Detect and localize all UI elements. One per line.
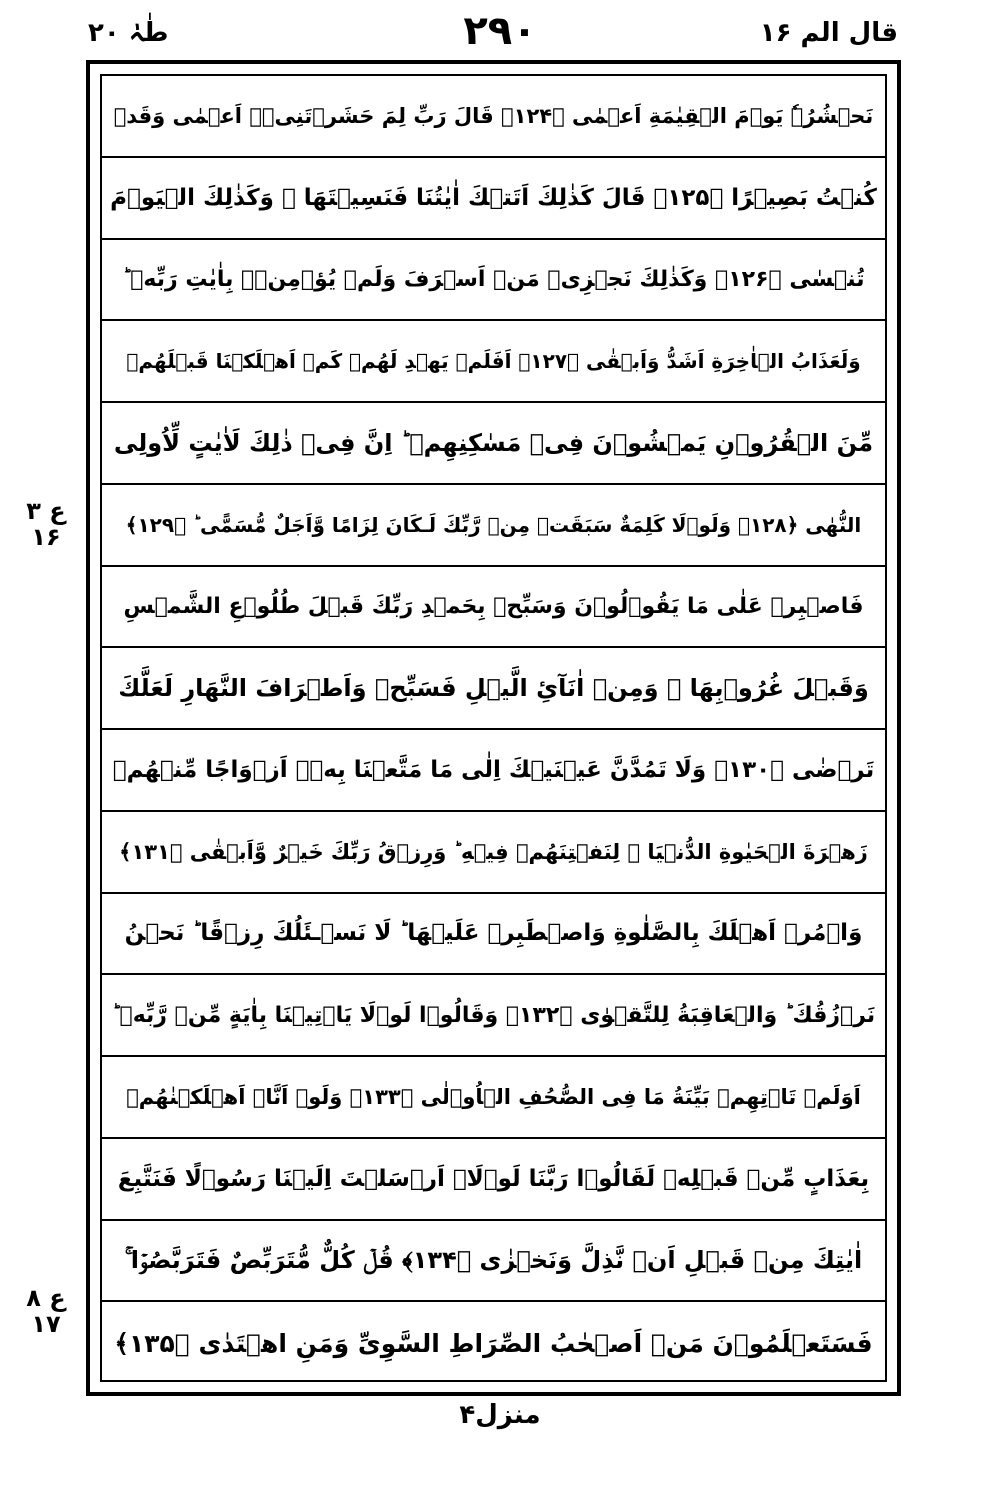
verse-text: فَاصۡبِرۡ عَلٰى مَا يَقُوۡلُوۡنَ وَسَبِّحۡ بِحَمۡدِ رَبِّكَ قَبۡلَ طُلُوۡعِ الشَّمۡسِ — [123, 593, 864, 619]
verse-text: وَلَعَذَابُ الۡاٰخِرَةِ اَشَدُّ وَاَبۡقٰى ﴿۱۲۷﴾ اَفَلَمۡ يَهۡدِ لَهُمۡ كَمۡ اَهۡلَكۡنَا قَبۡلَهُمۡ — [126, 349, 861, 374]
text-line — [100, 975, 887, 1057]
text-line — [100, 648, 887, 730]
text-line — [100, 240, 887, 322]
juz-name: قال الم ۱۶ — [759, 18, 898, 48]
text-line — [100, 1302, 887, 1384]
text-line — [100, 403, 887, 485]
ruku-marker-3 — [24, 498, 68, 551]
ruku-marker-8 — [24, 1285, 68, 1338]
verse-text: مِّنَ الۡقُرُوۡنِ يَمۡشُوۡنَ فِىۡ مَسٰكِنِهِمۡ ؕ اِنَّ فِىۡ ذٰلِكَ لَاٰيٰتٍ لِّاُولِى — [113, 428, 874, 457]
verse-text: اٰيٰتِكَ مِنۡ قَبۡلِ اَنۡ نَّذِلَّ وَنَخۡزٰى ﴿۱۳۴﴾ قُلۡ كُلٌّ مُّتَرَبِّصٌ فَتَرَبَّصُوۡا ۚ — [124, 1246, 863, 1275]
manzil-label: منزل۴ — [459, 1400, 541, 1430]
text-line — [100, 1057, 887, 1139]
verse-text: فَسَتَعۡلَمُوۡنَ مَنۡ اَصۡحٰبُ الصِّرَاطِ السَّوِىِّ وَمَنِ اهۡتَدٰى ﴿۱۳۵﴾ — [114, 1328, 873, 1358]
ruku-marker-label: ع ۸ — [26, 1284, 66, 1312]
verse-text: وَاۡمُرۡ اَهۡلَكَ بِالصَّلٰوةِ وَاصۡطَبِرۡ عَلَيۡهَا ؕ لَا نَسۡـئَلُكَ رِزۡقًا ؕ نَحۡنُ — [124, 920, 863, 947]
verse-text: اَوَلَمۡ تَاۡتِهِمۡ بَيِّنَةُ مَا فِى الصُّحُفِ الۡاُوۡلٰى ﴿۱۳۳﴾ وَلَوۡ اَنَّاۤ اَهۡلَكۡنٰهُمۡ — [126, 1084, 861, 1109]
text-line — [100, 158, 887, 240]
text-line — [100, 812, 887, 894]
text-line — [100, 567, 887, 649]
verse-text: كُنۡتُ بَصِيۡرًا ﴿۱۲۵﴾ قَالَ كَذٰلِكَ اَتَتۡكَ اٰيٰتُنَا فَنَسِيۡتَهَا ۚ وَكَذٰلِكَ الۡيَوۡمَ — [110, 184, 877, 211]
verse-text: نَرۡزُقُكَ ؕ وَالۡعَاقِبَةُ لِلتَّقۡوٰى ﴿۱۳۲﴾ وَقَالُوۡا لَوۡلَا يَاۡتِيۡنَا بِاٰيَةٍ مِّنۡ رَّبِّهٖ ؕ — [111, 1002, 876, 1028]
verse-text: وَقَبۡلَ غُرُوۡبِهَا ۚ وَمِنۡ اٰنَآئِ الَّيۡلِ فَسَبِّحۡ وَاَطۡرَافَ النَّهَارِ لَعَلَّكَ — [118, 674, 869, 703]
verse-text: بِعَذَابٍ مِّنۡ قَبۡلِهٖ لَقَالُوۡا رَبَّنَا لَوۡلَاۤ اَرۡسَلۡتَ اِلَيۡنَا رَسُوۡلًا فَنَتَّبِعَ — [117, 1165, 870, 1192]
surah-name: طٰہٰ ۲۰ — [88, 18, 169, 48]
ruku-marker-count: ۱۷ — [31, 1310, 61, 1339]
text-line — [100, 321, 887, 403]
text-line — [100, 76, 887, 158]
ruku-marker-label: ع ۳ — [26, 497, 66, 525]
verse-text: تُنۡسٰى ﴿۱۲۶﴾ وَكَذٰلِكَ نَجۡزِىۡ مَنۡ اَسۡرَفَ وَلَمۡ يُؤۡمِنۡۢ بِاٰيٰتِ رَبِّهٖ ؕ — [122, 266, 865, 292]
text-line — [100, 1139, 887, 1221]
verse-text: نَحۡشُرُہٗ يَوۡمَ الۡقِيٰمَةِ اَعۡمٰى ﴿۱۲۴﴾ قَالَ رَبِّ لِمَ حَشَرۡتَنِىۡۤ اَعۡمٰى وَقَدۡ — [113, 103, 874, 128]
ruku-marker-count: ۱۶ — [31, 523, 61, 552]
verse-text: النُّهٰى ﴿۱۲۸﴾ وَلَوۡلَا كَلِمَةٌ سَبَقَتۡ مِنۡ رَّبِّكَ لَـكَانَ لِزَامًا وَّاَجَلٌ مُّسَمًّى ؕ ﴿۱۲۹﴾ — [125, 512, 862, 537]
page-number: ۲۹۰ — [463, 8, 537, 54]
text-line — [100, 485, 887, 567]
verse-text: تَرۡضٰى ﴿۱۳۰﴾ وَلَا تَمُدَّنَّ عَيۡنَيۡكَ اِلٰى مَا مَتَّعۡنَا بِهٖۤ اَزۡوَاجًا مِّنۡهُمۡ — [112, 756, 875, 783]
verse-text: زَهۡرَةَ الۡحَيٰوةِ الدُّنۡيَا ۙ لِنَفۡتِنَهُمۡ فِيۡهِ ؕ وَرِزۡقُ رَبِّكَ خَيۡرٌ وَّاَبۡقٰى ﴿۱۳۱﴾ — [119, 839, 868, 864]
text-line — [100, 894, 887, 976]
text-line — [100, 1221, 887, 1303]
text-line — [100, 730, 887, 812]
